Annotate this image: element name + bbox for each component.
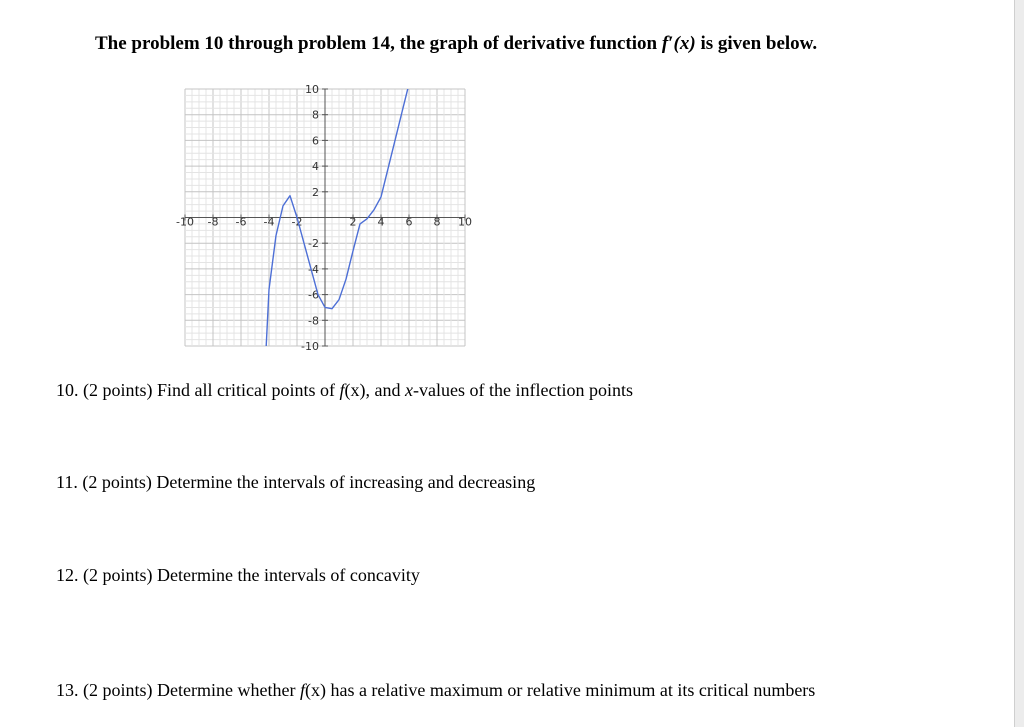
y-tick-label: -8: [308, 314, 319, 328]
x-tick-label: -6: [235, 215, 247, 229]
y-tick-label: -4: [308, 262, 319, 276]
x-tick-label: 8: [433, 215, 441, 229]
x-tick-label: 10: [458, 215, 472, 229]
y-tick-label: 2: [312, 185, 319, 199]
right-edge-divider: [1014, 0, 1024, 727]
y-tick-label: 10: [305, 83, 319, 96]
x-tick-label: -2: [291, 215, 303, 229]
x-tick-label: -10: [176, 215, 194, 229]
y-tick-label: -6: [308, 288, 319, 302]
question-13: 13. (2 points) Determine whether f(x) has a relative maximum or relative minimum at its critical numbers: [56, 680, 816, 700]
problem-heading: The problem 10 through problem 14, the graph of derivative function f′(x) is given below.: [95, 33, 818, 54]
derivative-graph: [170, 78, 480, 350]
x-tick-label: 6: [405, 215, 413, 229]
y-tick-label: -2: [308, 237, 319, 251]
question-11: 11. (2 points) Determine the intervals of increasing and decreasing: [56, 472, 536, 492]
y-tick-label: -10: [301, 340, 319, 350]
x-tick-label: -4: [263, 215, 275, 229]
question-12: 12. (2 points) Determine the intervals of concavity: [56, 565, 420, 585]
question-10: 10. (2 points) Find all critical points of f(x), and x-values of the inflection points: [56, 380, 633, 400]
x-tick-label: 4: [377, 215, 385, 229]
y-tick-label: 6: [312, 134, 319, 148]
y-tick-label: 8: [312, 108, 319, 122]
x-tick-label: -8: [207, 215, 219, 229]
x-tick-label: 2: [349, 215, 357, 229]
y-tick-label: 4: [312, 160, 319, 174]
